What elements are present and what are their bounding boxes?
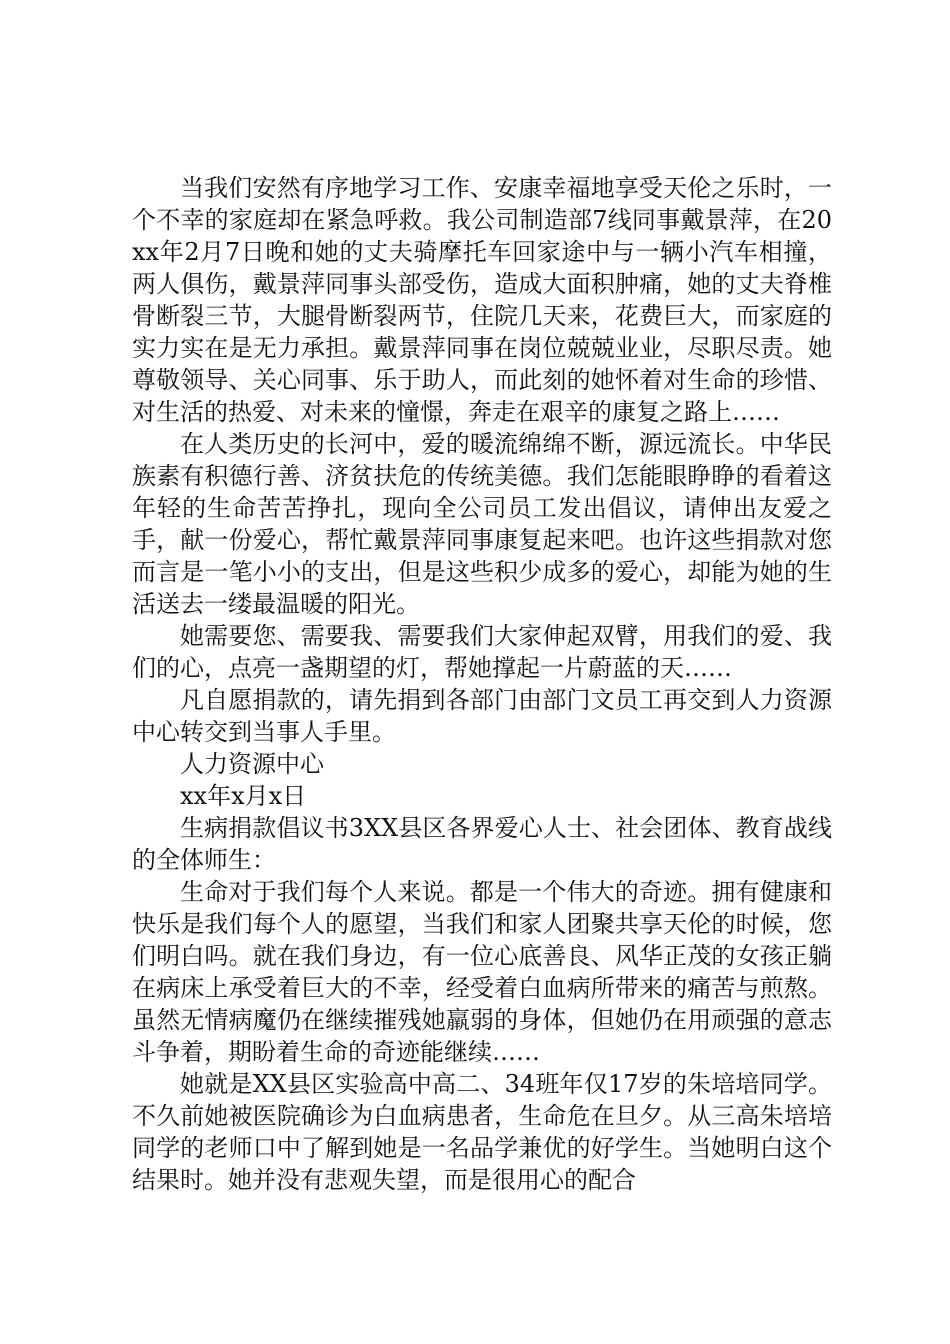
paragraph-accident-appeal: 当我们安然有序地学习工作、安康幸福地享受天伦之乐时，一个不幸的家庭却在紧急呼救。我公司制造部7线同事戴景萍，在20xx年2月7日晚和她的丈夫骑摩托车回家途中与一辆小汽车相撞，两人俱伤，戴景萍同事头部受伤，造成大面积肿痛，她的丈夫脊椎骨断裂三节，大腿骨断裂两节，住院几天来，花费巨大，而家庭的实力实在是无力承担。戴景萍同事在岗位兢兢业业，尽职尽责。她尊敬领导、关心同事、乐于助人，而此刻的她怀着对生命的珍惜、对生活的热爱、对未来的憧憬，奔走在艰辛的康复之路上……	[132, 174, 832, 426]
paragraph-second-letter-heading: 生病捐款倡议书3XX县区各界爱心人士、社会团体、教育战线的全体师生：	[132, 814, 832, 874]
paragraph-need-help: 她需要您、需要我、需要我们大家伸起双臂，用我们的爱、我们的心，点亮一盏期望的灯，帮她撑起一片蔚蓝的天……	[132, 622, 832, 682]
signature-date: xx年x月x日	[180, 782, 307, 810]
paragraph-student-story: 她就是XX县区实验高中高二、34班年仅17岁的朱培培同学。不久前她被医院确诊为白血病患者，生命危在旦夕。从三高朱培培同学的老师口中了解到她是一名品学兼优的好学生。当她明白这个结果时。她并没有悲观失望，而是很用心的配合	[132, 1070, 832, 1194]
paragraph-donation-instructions: 凡自愿捐款的，请先捐到各部门由部门文员工再交到人力资源中心转交到当事人手里。	[132, 686, 832, 746]
paragraph-love-call: 在人类历史的长河中，爱的暖流绵绵不断，源远流长。中华民族素有积德行善、济贫扶危的传统美德。我们怎能眼睁睁的看着这年轻的生命苦苦挣扎，现向全公司员工发出倡议，请伸出友爱之手，献一份爱心，帮忙戴景萍同事康复起来吧。也许这些捐款对您而言是一笔小小的支出，但是这些积少成多的爱心，却能为她的生活送去一缕最温暖的阳光。	[132, 430, 832, 618]
paragraph-life-miracle: 生命对于我们每个人来说。都是一个伟大的奇迹。拥有健康和快乐是我们每个人的愿望，当我们和家人团聚共享天伦的时候，您们明白吗。就在我们身边，有一位心底善良、风华正茂的女孩正躺在病床上承受着巨大的不幸，经受着白血病所带来的痛苦与煎熬。虽然无情病魔仍在继续摧残她羸弱的身体，但她仍在用顽强的意志斗争着，期盼着生命的奇迹能继续……	[132, 878, 832, 1066]
document-body	[132, 172, 832, 1196]
signature-department: 人力资源中心	[180, 750, 324, 778]
